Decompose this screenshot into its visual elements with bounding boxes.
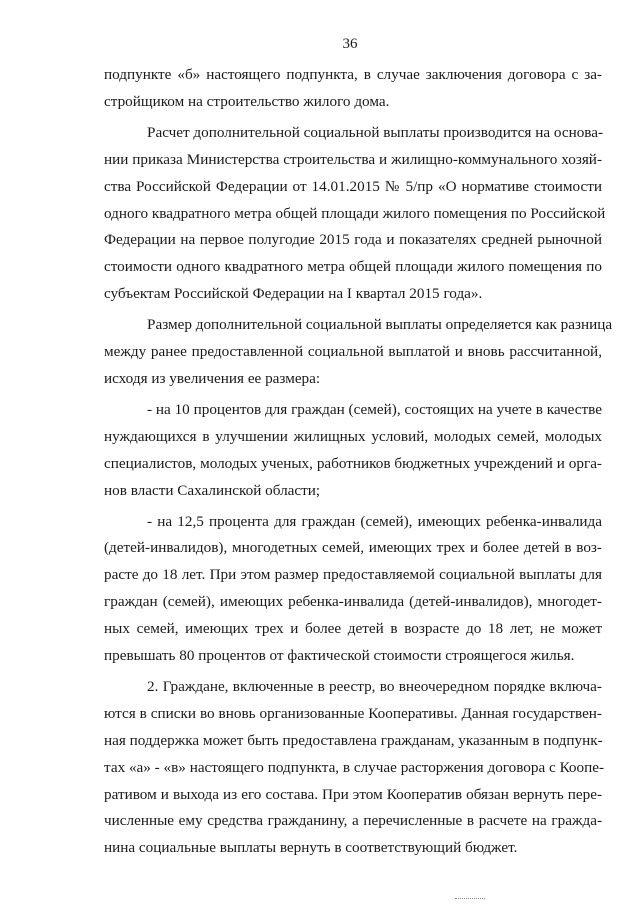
text-line: нуждающихся в улучшении жилищных условий, молодых семей, молодых — [104, 427, 602, 445]
paragraph-1 — [104, 62, 602, 116]
text-line: подпункте «б» настоящего подпункта, в случае заключения договора с за- — [104, 66, 602, 83]
paragraph-3 — [104, 312, 613, 393]
text-line: ются в списки во вновь организованные Кооперативы. Данная государствен- — [104, 704, 602, 722]
page-number: 36 — [342, 36, 358, 52]
text-line: Размер дополнительной социальной выплаты определяется как разница — [147, 316, 613, 334]
text-line: численные ему средства гражданину, а перечисленные в расчете на гражда- — [104, 812, 602, 830]
text-line: субъектам Российской Федерации на I квартал 2015 года». — [104, 285, 483, 303]
text-line: расте до 18 лет. При этом размер предоставляемой социальной выплаты для — [104, 566, 602, 584]
paragraph-6 — [104, 674, 605, 862]
text-line: нии приказа Министерства строительства и жилищно-коммунального хозяй- — [104, 150, 602, 168]
text-line: одного квадратного метра общей площади жилого помещения по Российской — [104, 204, 606, 222]
text-line: стоимости одного квадратного метра общей площади жилого помещения по — [104, 258, 602, 276]
text-line: стройщиком на строительство жилого дома. — [104, 92, 390, 110]
text-line: 2. Граждане, включенные в реестр, во внеочередном порядке включа- — [147, 677, 602, 695]
text-line: исходя из увеличения ее размера: — [104, 369, 321, 387]
text-line: между ранее предоставленной социальной выплатой и вновь рассчитанной, — [104, 343, 602, 361]
text-line: нов власти Сахалинской области; — [104, 481, 321, 499]
text-line: специалистов, молодых ученых, работников бюджетных учреждений и орга- — [104, 454, 602, 472]
scan-artifact — [455, 898, 485, 903]
text-line: ства Российской Федерации от 14.01.2015 № 5/пр «О нормативе стоимости — [104, 177, 602, 195]
text-line: нина социальные выплаты вернуть в соответствующий бюджет. — [104, 839, 518, 857]
text-line: превышать 80 процентов от фактической стоимости строящегося жилья. — [104, 647, 575, 665]
text-line: Расчет дополнительной социальной выплаты производится на основа- — [147, 123, 604, 141]
paragraph-4 — [104, 397, 602, 505]
text-line: ных семей, имеющих трех и более детей в возрасте до 18 лет, не может — [104, 620, 602, 638]
text-line: тах «а» - «в» настоящего подпункта, в случае расторжения договора с Коопе- — [104, 758, 605, 776]
paragraph-2 — [104, 120, 606, 308]
document-body — [104, 62, 613, 862]
text-line: граждан (семей), имеющих ребенка-инвалида (детей-инвалидов), многодет- — [104, 593, 602, 611]
text-line: (детей-инвалидов), многодетных семей, имеющих трех и более детей в воз- — [104, 539, 602, 557]
paragraph-5 — [104, 509, 602, 670]
text-line: ративом и выхода из его состава. При этом Кооператив обязан вернуть пере- — [104, 785, 602, 803]
text-line: - на 12,5 процента для граждан (семей), имеющих ребенка-инвалида — [147, 512, 602, 530]
text-line: ная поддержка может быть предоставлена гражданам, указанным в подпунк- — [104, 731, 603, 749]
text-line: Федерации на первое полугодие 2015 года и показателях средней рыночной — [104, 231, 602, 249]
text-line: - на 10 процентов для граждан (семей), состоящих на учете в качестве — [147, 400, 602, 418]
